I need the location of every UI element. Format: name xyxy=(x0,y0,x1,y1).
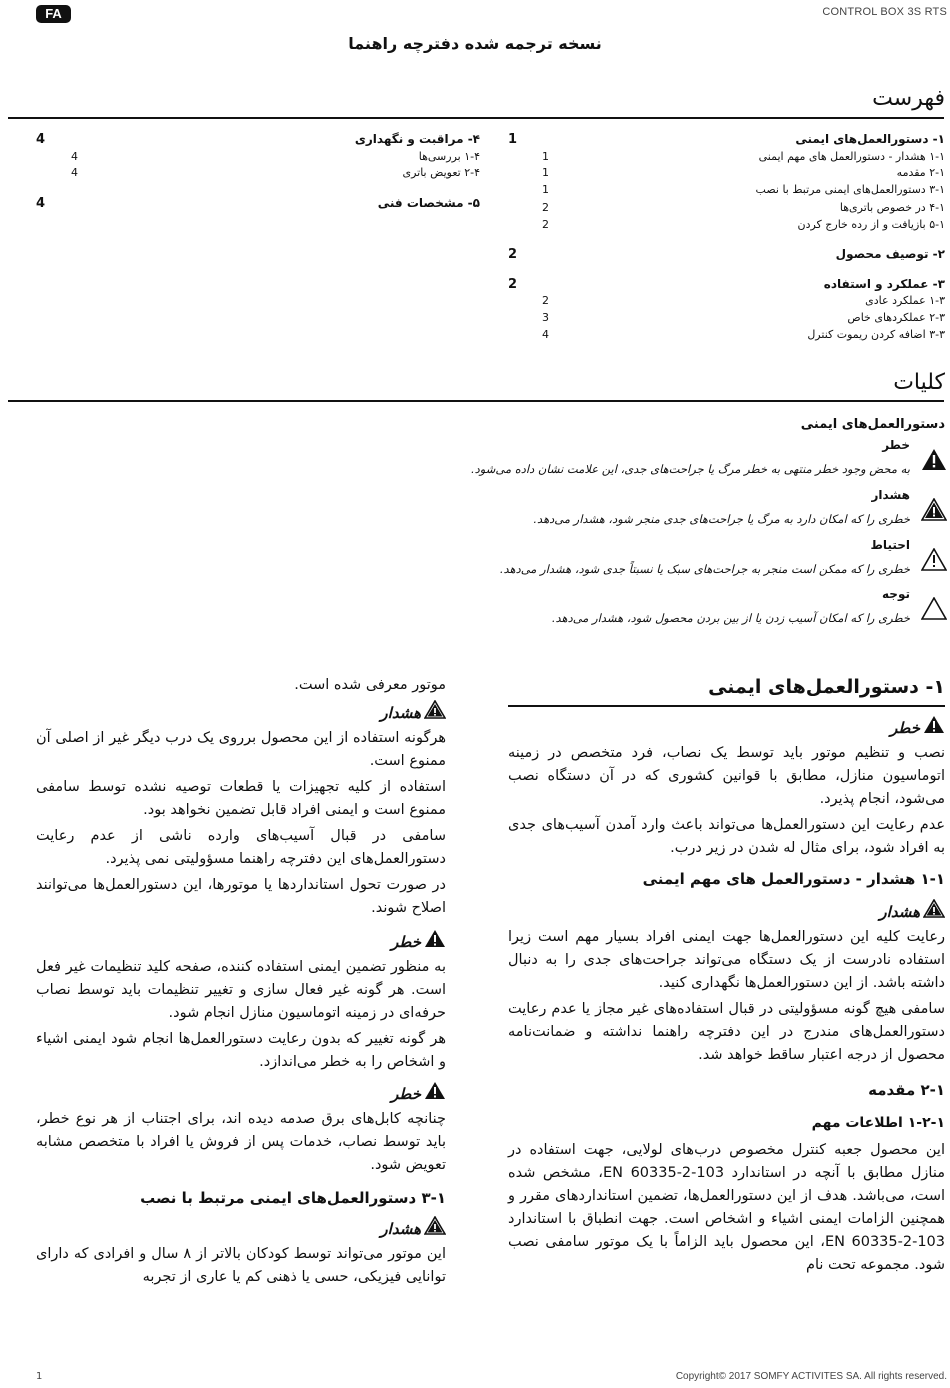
warning-label: هشدار xyxy=(380,1219,421,1238)
toc-page-number: 4 xyxy=(71,150,78,163)
warning-level-description: خطری را که ممکن است منجر به جراحت‌های سبک یا نسبتاً جدی شود، هشدار می‌دهد. xyxy=(499,562,910,576)
toc-entry[interactable]: ۵-۱ بازیافت و از رده خارج کردن xyxy=(797,218,945,231)
warning-label: هشدار xyxy=(879,902,920,921)
toc-page-number: 4 xyxy=(36,132,46,147)
toc-entry[interactable]: ۱- دستورالعمل‌های ایمنی xyxy=(795,132,945,146)
toc-page-number: 1 xyxy=(542,183,549,196)
document-title: نسخه ترجمه شده دفترچه راهنما xyxy=(348,34,602,53)
toc-entry[interactable]: ۲-۳ عملکردهای خاص xyxy=(847,311,945,324)
paragraph: موتور معرفی شده است. xyxy=(294,677,446,693)
warning-level-label: هشدار xyxy=(871,488,910,502)
toc-page-number: 1 xyxy=(542,150,549,163)
toc-page-number: 1 xyxy=(508,132,518,147)
section-heading-safety: ۱- دستورالعمل‌های ایمنی xyxy=(708,676,945,698)
subsection-heading-1-3: ۳-۱ دستورالعمل‌های ایمنی مرتبط با نصب xyxy=(140,1189,446,1207)
warning-icon xyxy=(424,700,446,726)
danger-icon xyxy=(424,1081,446,1107)
caution-icon xyxy=(921,548,947,575)
model-name: CONTROL BOX 3S RTS xyxy=(822,6,947,18)
warning-level-description: خطری را که امکان دارد به مرگ یا جراحت‌های جدی منجر شود، هشدار می‌دهد. xyxy=(533,512,910,526)
danger-label: خطر xyxy=(890,718,920,737)
toc-page-number: 2 xyxy=(542,294,549,307)
safety-subheading: دستورالعمل‌های ایمنی xyxy=(800,417,945,432)
danger-icon xyxy=(921,448,947,475)
right-column xyxy=(508,676,945,1280)
danger-icon xyxy=(424,929,446,955)
toc-divider xyxy=(8,117,944,119)
paragraph: استفاده از کلیه تجهیزات یا قطعات توصیه نشده توسط سامفی ممنوع است و ایمنی افراد قابل تضمین نخواهد بود. xyxy=(36,779,446,818)
toc-entry[interactable]: ۵- مشخصات فنی xyxy=(377,196,480,210)
paragraph: عدم رعایت این دستورالعمل‌ها می‌تواند باعث وارد آمدن آسیب‌های جدی به افراد شود، برای مثال له شدن در زیر درب. xyxy=(508,817,945,856)
toc-page-number: 2 xyxy=(508,247,518,262)
toc-entry[interactable]: ۲-۱ مقدمه xyxy=(896,166,945,179)
danger-tag xyxy=(391,929,446,955)
warning-tag xyxy=(380,1216,446,1242)
subsection-heading-1-2-1: ۱-۲-۱ اطلاعات مهم xyxy=(811,1115,945,1131)
general-heading: کلیات xyxy=(893,370,945,395)
toc-entry[interactable]: ۲-۴ تعویض باتری xyxy=(402,166,480,179)
paragraph: چنانچه کابل‌های برق صدمه دیده اند، برای اجتناب از هر نوع خطر، باید توسط نصاب، خدمات پس از فروش یا افراد با متخصص مشابه تعویض شود. xyxy=(36,1111,446,1173)
subsection-heading-1-2: ۲-۱ مقدمه xyxy=(868,1081,945,1099)
toc-page-number: 2 xyxy=(508,277,518,292)
warning-level-label: توجه xyxy=(882,587,910,601)
toc-entry[interactable]: ۲- توصیف محصول xyxy=(835,247,945,261)
toc-entry[interactable]: ۱-۳ عملکرد عادی xyxy=(865,294,945,307)
toc-page-number: 4 xyxy=(71,166,78,179)
toc-page-number: 4 xyxy=(542,328,549,341)
toc-entry[interactable]: ۱-۴ بررسی‌ها xyxy=(418,150,480,163)
warning-tag xyxy=(380,700,446,726)
paragraph: این موتور می‌تواند توسط کودکان بالاتر از ۸ سال و افرادی که دارای توانایی فیزیکی، حسی یا ذهنی کم یا عاری از تجربه xyxy=(36,1246,446,1285)
danger-label: خطر xyxy=(391,932,421,951)
danger-label: خطر xyxy=(391,1084,421,1103)
toc-entry[interactable]: ۴- مراقبت و نگهداری xyxy=(354,132,480,146)
toc-page-number: 4 xyxy=(36,196,46,211)
warning-label: هشدار xyxy=(380,703,421,722)
subsection-heading-1-1: ۱-۱ هشدار - دستورالعمل های مهم ایمنی xyxy=(642,870,945,888)
toc-entry[interactable]: ۳- عملکرد و استفاده xyxy=(823,277,945,291)
danger-icon xyxy=(923,715,945,741)
toc-page-number: 2 xyxy=(542,201,549,214)
copyright: Copyright© 2017 SOMFY ACTIVITES SA. All rights reserved. xyxy=(675,1371,947,1382)
general-divider xyxy=(8,400,944,402)
warning-level-label: احتیاط xyxy=(870,538,910,552)
left-column xyxy=(36,674,446,1292)
toc-entry[interactable]: ۱-۱ هشدار - دستورالعمل های مهم ایمنی xyxy=(758,150,945,163)
toc-entry[interactable]: ۳-۱ دستورالعمل‌های ایمنی مرتبط با نصب xyxy=(755,183,945,196)
toc-entry[interactable]: ۳-۳ اضافه کردن ریموت کنترل xyxy=(807,328,945,341)
paragraph: رعایت کلیه این دستورالعمل‌ها جهت ایمنی افراد بسیار مهم است زیرا استفاده نادرست از یک دستگاه می‌تواند جراحت‌های جدی را به دنبال داشته باشد. از این دستورالعمل‌ها نگهداری کنید. xyxy=(508,929,945,991)
page-number: 1 xyxy=(36,1371,43,1382)
toc-page-number: 2 xyxy=(542,218,549,231)
warning-tag xyxy=(879,899,945,925)
paragraph: این محصول جعبه کنترل مخصوص درب‌های لولایی، جهت استفاده در منازل مطابق با آنچه در استاندارد EN 60335-2-103، مشخص شده است، می‌باشد. هدف از این دستورالعمل‌ها، تضمین استانداردهای مقرر و همچنین الزامات ایمنی اشیاء و اشخاص است. جهت انطباق با استاندارد EN 60335-2-103، این محصول باید الزاماً با یک موتور سامفی نصب شود. مجموعه تحت نام xyxy=(508,1142,945,1273)
paragraph: سامفی هیچ گونه مسؤولیتی در قبال استفاده‌های غیر مجاز یا عدم رعایت دستورالعمل‌های مندرج در این دفترچه راهنما نداشته و ضمانت‌نامه محصول از درجه اعتبار ساقط خواهد شد. xyxy=(508,1001,945,1063)
paragraph: هرگونه استفاده از این محصول برروی یک درب دیگر غیر از اصلی آن ممنوع است. xyxy=(36,730,446,769)
danger-tag xyxy=(391,1081,446,1107)
toc-page-number: 1 xyxy=(542,166,549,179)
toc-entry[interactable]: ۴-۱ در خصوص باتری‌ها xyxy=(839,201,945,214)
warning-level-description: خطری را که امکان آسیب زدن یا از بین بردن محصول شود، هشدار می‌دهد. xyxy=(551,611,910,625)
notice-icon xyxy=(921,597,947,624)
section-divider xyxy=(508,705,945,707)
toc-page-number: 3 xyxy=(542,311,549,324)
warning-icon xyxy=(424,1216,446,1242)
paragraph: سامفی در قبال آسیب‌های وارده ناشی از عدم رعایت دستورالعمل‌های این دفترچه راهنما مسؤولیتی نمی پذیرد. xyxy=(36,828,446,867)
paragraph: هر گونه تغییر که بدون رعایت دستورالعمل‌ها انجام شود ایمنی اشیاء و اشخاص را به خطر می‌اندازد. xyxy=(36,1031,446,1070)
paragraph: به منظور تضمین ایمنی استفاده کننده، صفحه کلید تنظیمات غیر فعل است. هر گونه غیر فعال سازی و تغییر تنظیمات باید توسط نصاب حرفه‌ای در زمینه اتوماسیون منازل انجام شود. xyxy=(36,959,446,1021)
danger-tag xyxy=(890,715,945,741)
warning-icon xyxy=(921,498,947,525)
warning-icon xyxy=(923,899,945,925)
warning-level-label: خطر xyxy=(882,438,910,452)
toc-heading: فهرست xyxy=(872,86,945,111)
paragraph: در صورت تحول استانداردها یا موتورها، این دستورالعمل‌ها می‌توانند اصلاح شوند. xyxy=(36,877,446,916)
paragraph: نصب و تنظیم موتور باید توسط یک نصاب، فرد متخصص در زمینه اتوماسیون منازل، مطابق با قوانین کشوری که در آن دستگاه نصب می‌شود، انجام پذیرد. xyxy=(508,745,945,807)
warning-level-description: به محض وجود خطر منتهی به خطر مرگ یا جراحت‌های جدی، این علامت نشان داده می‌شود. xyxy=(471,462,910,476)
language-badge: FA xyxy=(36,5,71,23)
